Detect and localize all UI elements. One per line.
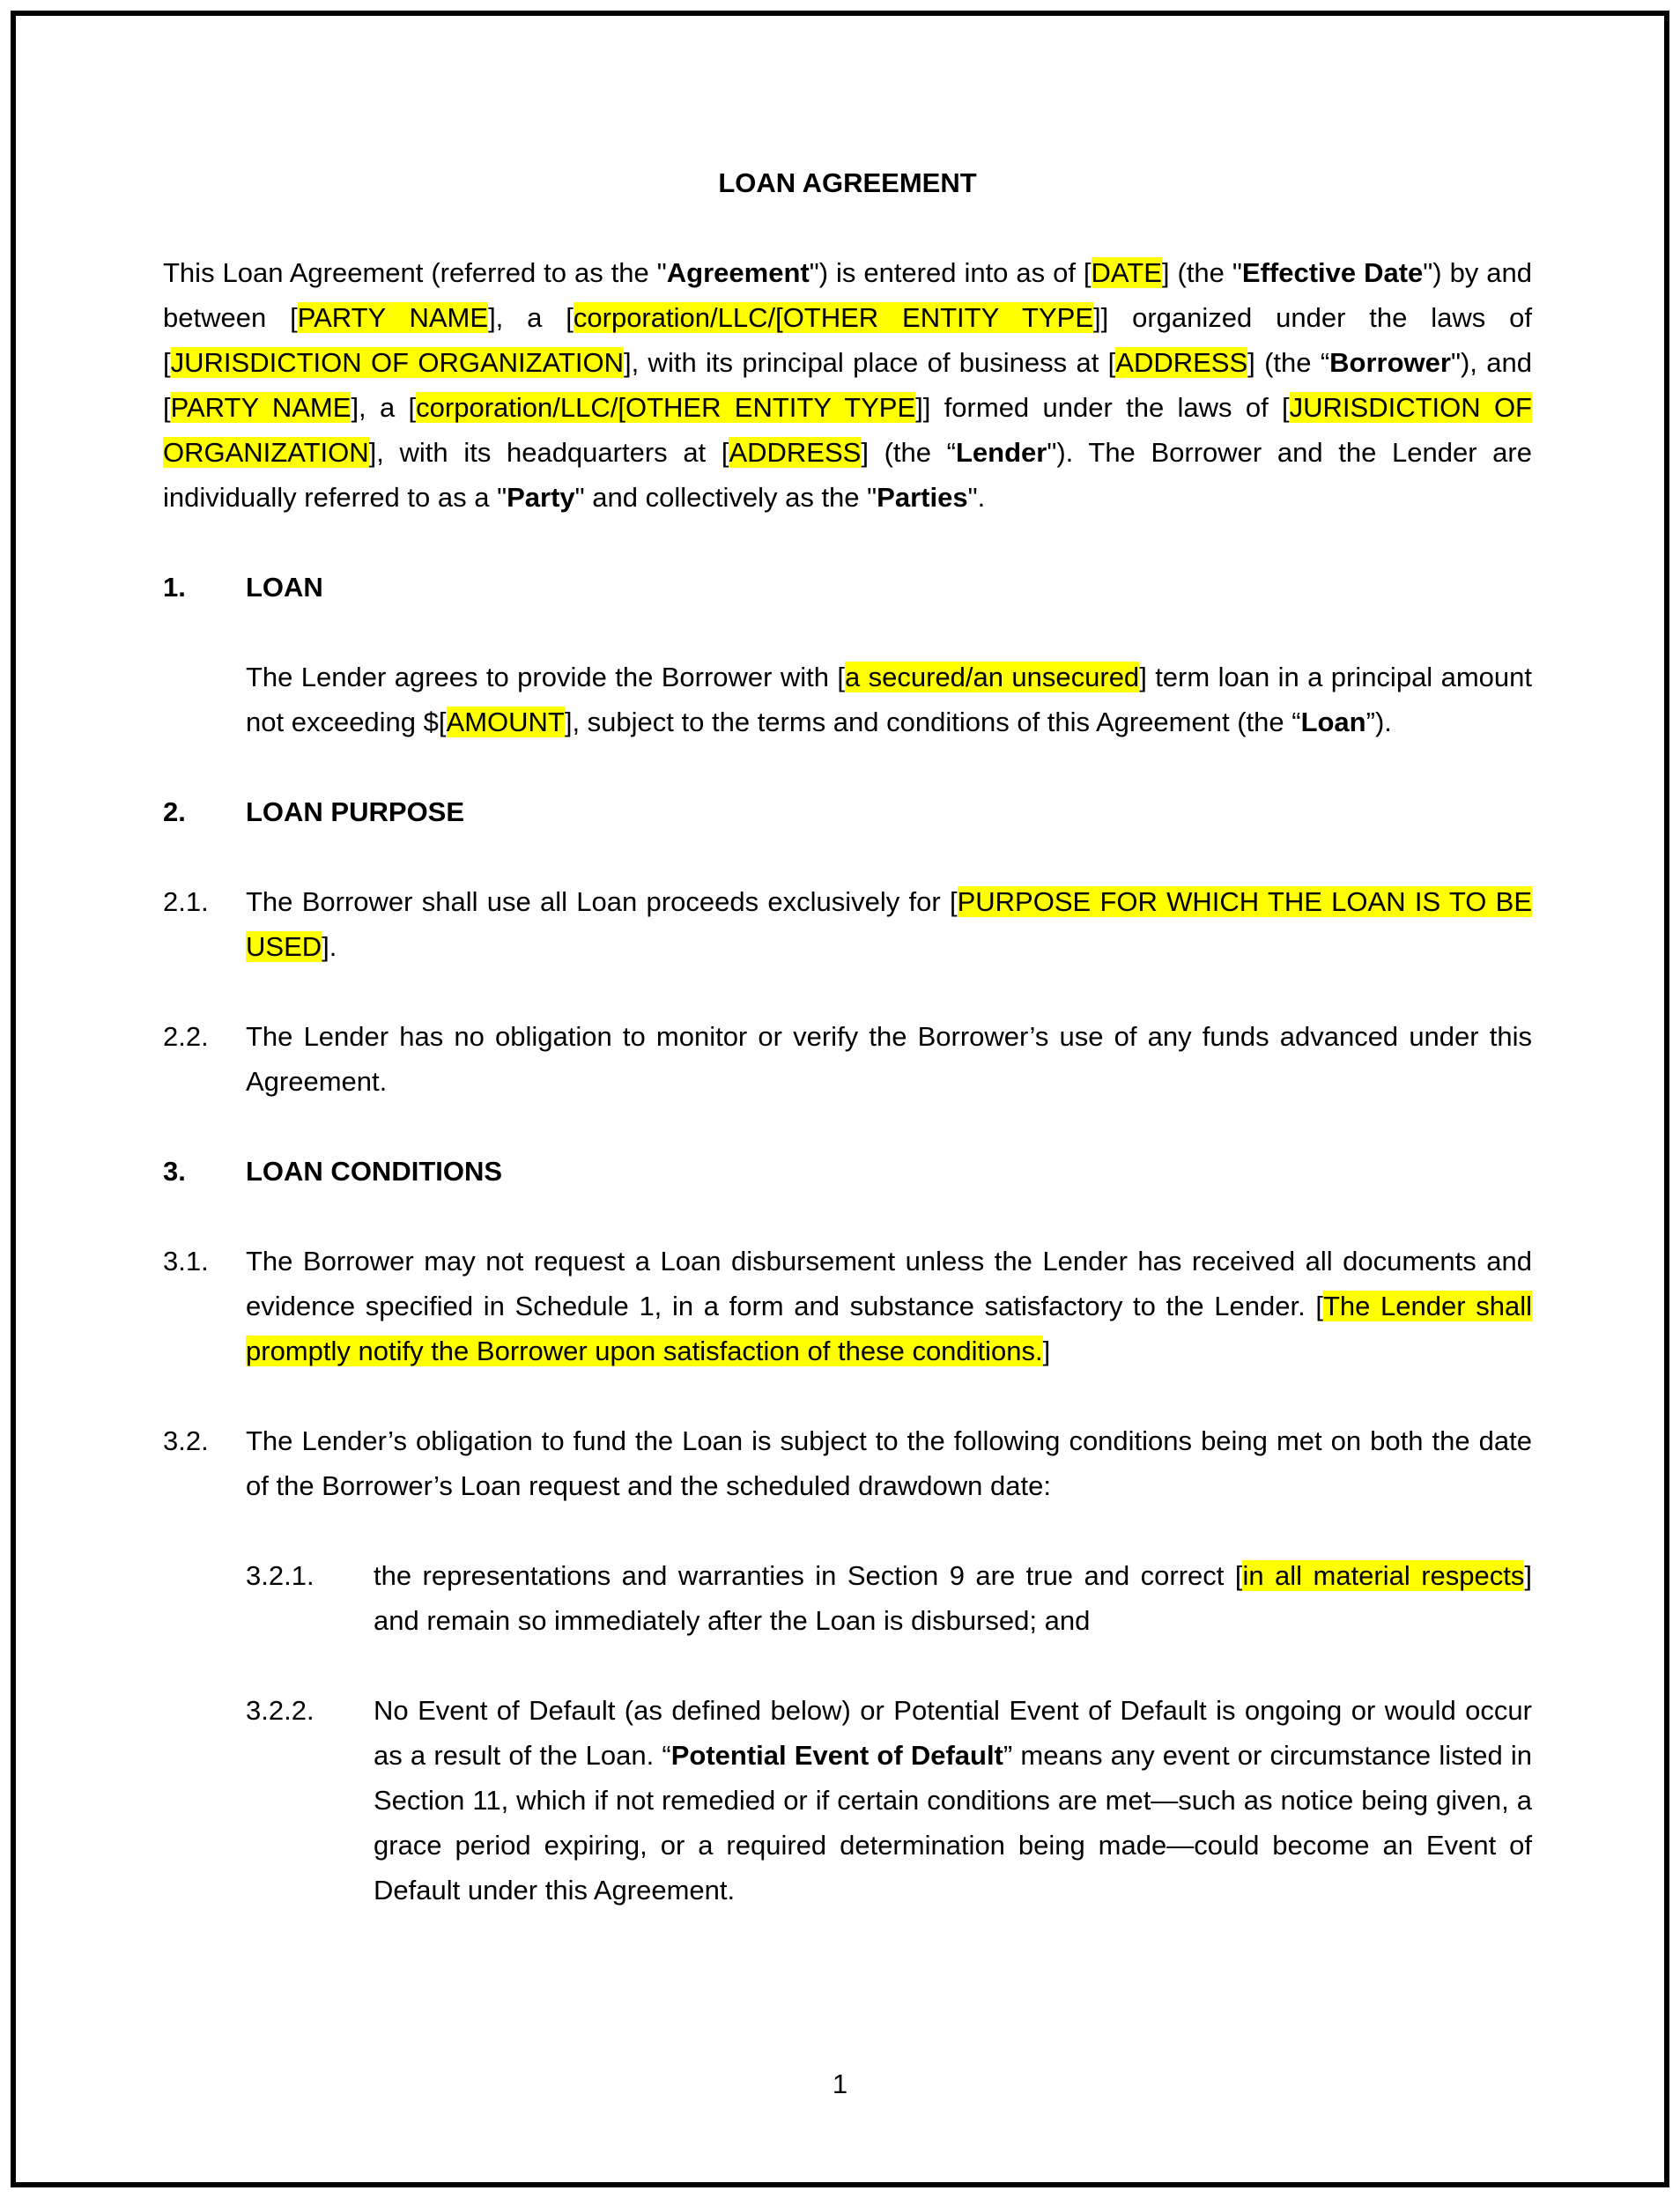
paragraph bbox=[246, 655, 1532, 744]
section-label: LOAN CONDITIONS bbox=[246, 1156, 503, 1187]
text-run: "), and [ bbox=[163, 347, 1532, 423]
text-run: ], a [ bbox=[351, 392, 417, 423]
text-run: Agreement bbox=[666, 257, 810, 288]
text-run: "). The Borrower and the Lender are individually referred to as a " bbox=[163, 437, 1532, 513]
text-run: ". bbox=[967, 482, 986, 513]
section-heading bbox=[163, 789, 1532, 834]
text-run: ") by and between [ bbox=[163, 257, 1532, 333]
subclause-text bbox=[374, 1688, 1532, 1913]
text-run: Parties bbox=[877, 482, 968, 513]
text-run: ] (the “ bbox=[1247, 347, 1330, 378]
text-run: ], with its headquarters at [ bbox=[368, 437, 729, 468]
placeholder-highlight: a secured/an unsecured bbox=[845, 662, 1140, 692]
paragraph bbox=[163, 250, 1532, 520]
placeholder-highlight: ADDRESS bbox=[1115, 347, 1248, 378]
placeholder-highlight: The Lender shall promptly notify the Borrower upon satisfaction of these conditions. bbox=[246, 1291, 1532, 1366]
text-run: ] (the " bbox=[1161, 257, 1242, 288]
placeholder-highlight: PARTY NAME bbox=[170, 392, 352, 423]
text-run: The Borrower may not request a Loan disbursement unless the Lender has received all documents and evidence specified in Schedule 1, in a form and substance satisfactory to the Lender. [ bbox=[246, 1246, 1532, 1321]
placeholder-highlight: JURISDICTION OF ORGANIZATION bbox=[170, 347, 624, 378]
text-run: The Lender has no obligation to monitor or verify the Borrower’s use of any funds advanced under this Agreement. bbox=[246, 1021, 1532, 1097]
subclause-number: 3.2.1. bbox=[246, 1560, 315, 1591]
text-run: ]. bbox=[322, 931, 337, 962]
text-run: Effective Date bbox=[1241, 257, 1424, 288]
section-heading bbox=[163, 565, 1532, 610]
numbered-clause bbox=[163, 879, 1532, 969]
clause-text bbox=[246, 1239, 1532, 1373]
numbered-clause bbox=[163, 1418, 1532, 1508]
section-label: LOAN PURPOSE bbox=[246, 796, 465, 827]
text-run: ”). bbox=[1365, 707, 1392, 737]
clause-text bbox=[246, 1014, 1532, 1104]
numbered-subclause bbox=[246, 1688, 1532, 1913]
document-title: LOAN AGREEMENT bbox=[718, 167, 977, 198]
section-number: 1. bbox=[163, 572, 186, 603]
text-run: ") is entered into as of [ bbox=[809, 257, 1092, 288]
text-run: ] term loan in a principal amount not exceeding $[ bbox=[246, 662, 1532, 737]
clause-number: 3.1. bbox=[163, 1246, 209, 1277]
text-run: the representations and warranties in Section 9 are true and correct [ bbox=[374, 1560, 1243, 1591]
placeholder-highlight: DATE bbox=[1091, 257, 1162, 288]
text-run: ], with its principal place of business at [ bbox=[624, 347, 1116, 378]
text-run: No Event of Default (as defined below) or Potential Event of Default is ongoing or would occur as a result of the Loan. “ bbox=[374, 1695, 1532, 1771]
placeholder-highlight: corporation/LLC/[OTHER ENTITY TYPE bbox=[573, 302, 1093, 333]
text-run: ], a [ bbox=[488, 302, 574, 333]
text-run: ” means any event or circumstance listed in Section 11, which if not remedied or if certain conditions are met—such as notice being given, a grace period expiring, or a required determination being made—could become an Event of Default under this Agreement. bbox=[374, 1740, 1532, 1906]
placeholder-highlight: corporation/LLC/[OTHER ENTITY TYPE bbox=[416, 392, 916, 423]
clause-number: 3.2. bbox=[163, 1425, 209, 1456]
clause-number: 2.1. bbox=[163, 886, 209, 917]
placeholder-highlight: PURPOSE FOR WHICH THE LOAN IS TO BE USED bbox=[246, 886, 1532, 962]
section-label: LOAN bbox=[246, 572, 323, 603]
section-number: 3. bbox=[163, 1156, 186, 1187]
clause-number: 2.2. bbox=[163, 1021, 209, 1052]
placeholder-highlight: JURISDICTION OF ORGANIZATION bbox=[163, 392, 1532, 468]
placeholder-highlight: in all material respects bbox=[1242, 1560, 1525, 1591]
numbered-clause bbox=[163, 1239, 1532, 1373]
subclause-text bbox=[374, 1553, 1532, 1643]
text-run: ], subject to the terms and conditions of this Agreement (the “ bbox=[564, 707, 1301, 737]
text-run: This Loan Agreement (referred to as the " bbox=[163, 257, 667, 288]
text-run: Borrower bbox=[1329, 347, 1451, 378]
placeholder-highlight: PARTY NAME bbox=[297, 302, 489, 333]
numbered-clause bbox=[163, 1014, 1532, 1104]
text-run: The Lender agrees to provide the Borrower with [ bbox=[246, 662, 845, 692]
text-run: ] (the “ bbox=[861, 437, 956, 468]
subclause-number: 3.2.2. bbox=[246, 1695, 315, 1726]
text-run: ] and remain so immediately after the Loan is disbursed; and bbox=[374, 1560, 1532, 1636]
document-blocks bbox=[163, 250, 1532, 1913]
text-run: Lender bbox=[955, 437, 1047, 468]
text-run: Potential Event of Default bbox=[670, 1740, 1003, 1771]
text-run: The Borrower shall use all Loan proceeds exclusively for [ bbox=[246, 886, 958, 917]
text-run: The Lender’s obligation to fund the Loan is subject to the following conditions being met on both the date of the Borrower’s Loan request and the scheduled drawdown date: bbox=[246, 1425, 1532, 1501]
text-run: " and collectively as the " bbox=[574, 482, 877, 513]
section-heading bbox=[163, 1149, 1532, 1194]
text-run: ]] formed under the laws of [ bbox=[915, 392, 1290, 423]
document-content bbox=[163, 160, 1532, 1957]
placeholder-highlight: ADDRESS bbox=[729, 437, 862, 468]
text-run: Loan bbox=[1300, 707, 1366, 737]
numbered-subclause bbox=[246, 1553, 1532, 1643]
clause-text bbox=[246, 1418, 1532, 1508]
text-run: ]] organized under the laws of [ bbox=[163, 302, 1532, 378]
clause-text bbox=[246, 879, 1532, 969]
text-run: Party bbox=[507, 482, 575, 513]
text-run: ] bbox=[1042, 1336, 1051, 1366]
placeholder-highlight: AMOUNT bbox=[446, 707, 565, 737]
section-number: 2. bbox=[163, 796, 186, 827]
page-number: 1 bbox=[832, 2068, 848, 2099]
